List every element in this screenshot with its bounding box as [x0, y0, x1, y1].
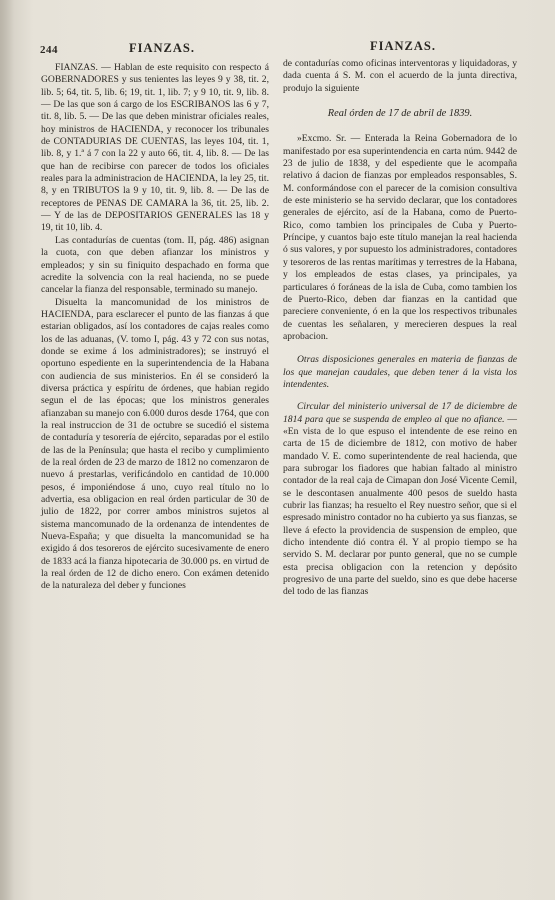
page-number: 244: [40, 44, 58, 56]
section-heading: Real órden de 17 de abril de 1839.: [327, 108, 473, 120]
page-gutter-shadow: [0, 0, 14, 900]
paragraph: [283, 401, 517, 599]
right-column: [283, 58, 517, 599]
running-title-left: FIANZAS.: [129, 41, 195, 55]
circular-body: — «En vista de lo que espuso el intendente de ese reino en carta de 15 de diciembre de 1812, con motivo de haber mandado V. E. como superintendente de real hacienda, que para subrogar los fiadores que habian faltado al ministro contador de la real caja de Cimapan don José Vicente Cemil, se le descontasen anualmente 400 pesos de sueldo hasta cubrir las fianzas; ha resuelto el Rey nuestro señor, que si el espresado ministro contador no ha cubierto ya sus fianzas, se lleve á efecto la providencia de suspension de empleo, que dicho intendente dió contra él. Y al propio tiempo se ha servido S. M. declarar por punto general, que no se cumple esta precisa obligacion con la retencion y depósito progresivo de una parte del sueldo, sino es que debe hacerse del todo de las fianzas: [283, 413, 517, 598]
running-title-right: FIANZAS.: [370, 39, 436, 53]
paragraph: de contadurías como oficinas interventoras y liquidadoras, y dada cuenta á S. M. con el acuerdo de la junta directiva, produjo la siguiente: [283, 58, 517, 94]
section-subheading: Otras disposiciones generales en materia de fianzas de los que manejan caudales, que deben tener á la vista los intendentes.: [283, 354, 517, 390]
paragraph: FIANZAS. — Hablan de este requisito con respecto á GOBERNADORES y sus tenientes las leyes 9 y 38, tit. 2, lib. 5; 64, tit. 5, lib. 6; 19, tit. 1, lib. 7; y 9 10, tit. 9, lib. 8. — De las que son á cargo de los ESCRIBANOS las 6 y 7, tit. 8, lib. 5. — De las que deben ministrar oficiales reales, hoy ministros de HACIENDA, y reconocer los tribunales de CONTADURIAS DE CUENTAS, las leyes 104, tit. 1, lib. 8, y 1.ª á 7 con la 22 y auto 66, tit. 4, lib. 8. — De las que han de recibirse con parecer de todos los oficiales reales para la administracion de HACIENDA, la ley 25, tit. 8, y en TRIBUTOS la 9 y 10, tit. 9, lib. 8. — De las de receptores de PENAS DE CAMARA la 36, tit. 25, lib. 2. — Y de las de DEPOSITARIOS GENERALES las 18 y 19, tit 10, lib. 4.: [41, 62, 269, 234]
paragraph: Disuelta la mancomunidad de los ministros de HACIENDA, para esclarecer el punto de las fianzas á que estarian obligados, así los contadores de cajas reales como los de las aduanas, (V. tomo I, pág. 43 y 72 con sus notas, donde se exime á los administradores); se instruyó el oportuno espediente en la superintendencia de la Habana con audiencia de sus ministerios. En él se consideró la diversa práctica y espíritu de órdenes, que habian regido segun el de las épocas; que los ministros generales afianzaban su manejo con 6.000 duros desde 1764, que con la real instruccion de 31 de octubre se sucedió el sistema de contaduría y tesorería de ejército, separadas por el estilo de las de la Península; que hasta el recibo y cumplimiento de la real órden de 23 de marzo de 1812 no comenzaron de nuevo á prestarlas, verificándolo en cantidad de 10.000 pesos, é imponiéndose á uno, cuyo real título no lo advertia, esa obligacion en real órden particular de 30 de julio de 1822, por correr ambos ministros sujetos al sistema mancomunado de la ordenanza de intendentes de Nueva-España; y que disuelta la mancomunidad se ha exigido á dos tesoreros de ejército sucesivamente de enero de 1833 acá la fianza hipotecaria de 30.000 ps. en virtud de la real órden de 12 de dicho enero. Con exámen detenido de la naturaleza del deber y funciones: [41, 296, 269, 592]
circular-title: Circular del ministerio universal de 17 de diciembre de 1814 para que se suspenda de empleo al que no afiance.: [283, 401, 517, 425]
left-column: [41, 62, 269, 593]
paragraph: »Excmo. Sr. — Enterada la Reina Gobernadora de lo manifestado por esa superintendencia en carta núm. 9442 de 23 de julio de 1838, y del espediente que le acompaña relativo á dacion de fianzas por empleados responsables, S. M. conformándose con el parecer de la comision consultiva de este ministerio se ha servido declarar, que los contadores generales de ejército, así de la Habana, como de Puerto-Rico, como tambien los principales de Cuba y Puerto-Príncipe, y cuantos bajo este título manejan la real hacienda ó sus valores, y por supuesto los administradores, contadores y tesoreros de las rentas marítimas y terrestres de la Habana, y los empleados de estas clases, ya principales, ya particulares ó foráneas de la isla de Cuba, como tambien los de Puerto-Rico, deben dar fianzas en la cantidad que pareciere conveniente, ó en la que los respectivos tribunales de cuentas les señalaren, y merecieren despues la real aprobacion.: [283, 133, 517, 342]
paragraph: Las contadurías de cuentas (tom. II, pág. 486) asignan la cuota, con que deben afianzar los ministros y empleados; y sin su finiquito despachado en forma que acredite la solvencia con la real hacienda, no se puede cancelar la fianza del responsable, terminado su manejo.: [41, 234, 269, 296]
